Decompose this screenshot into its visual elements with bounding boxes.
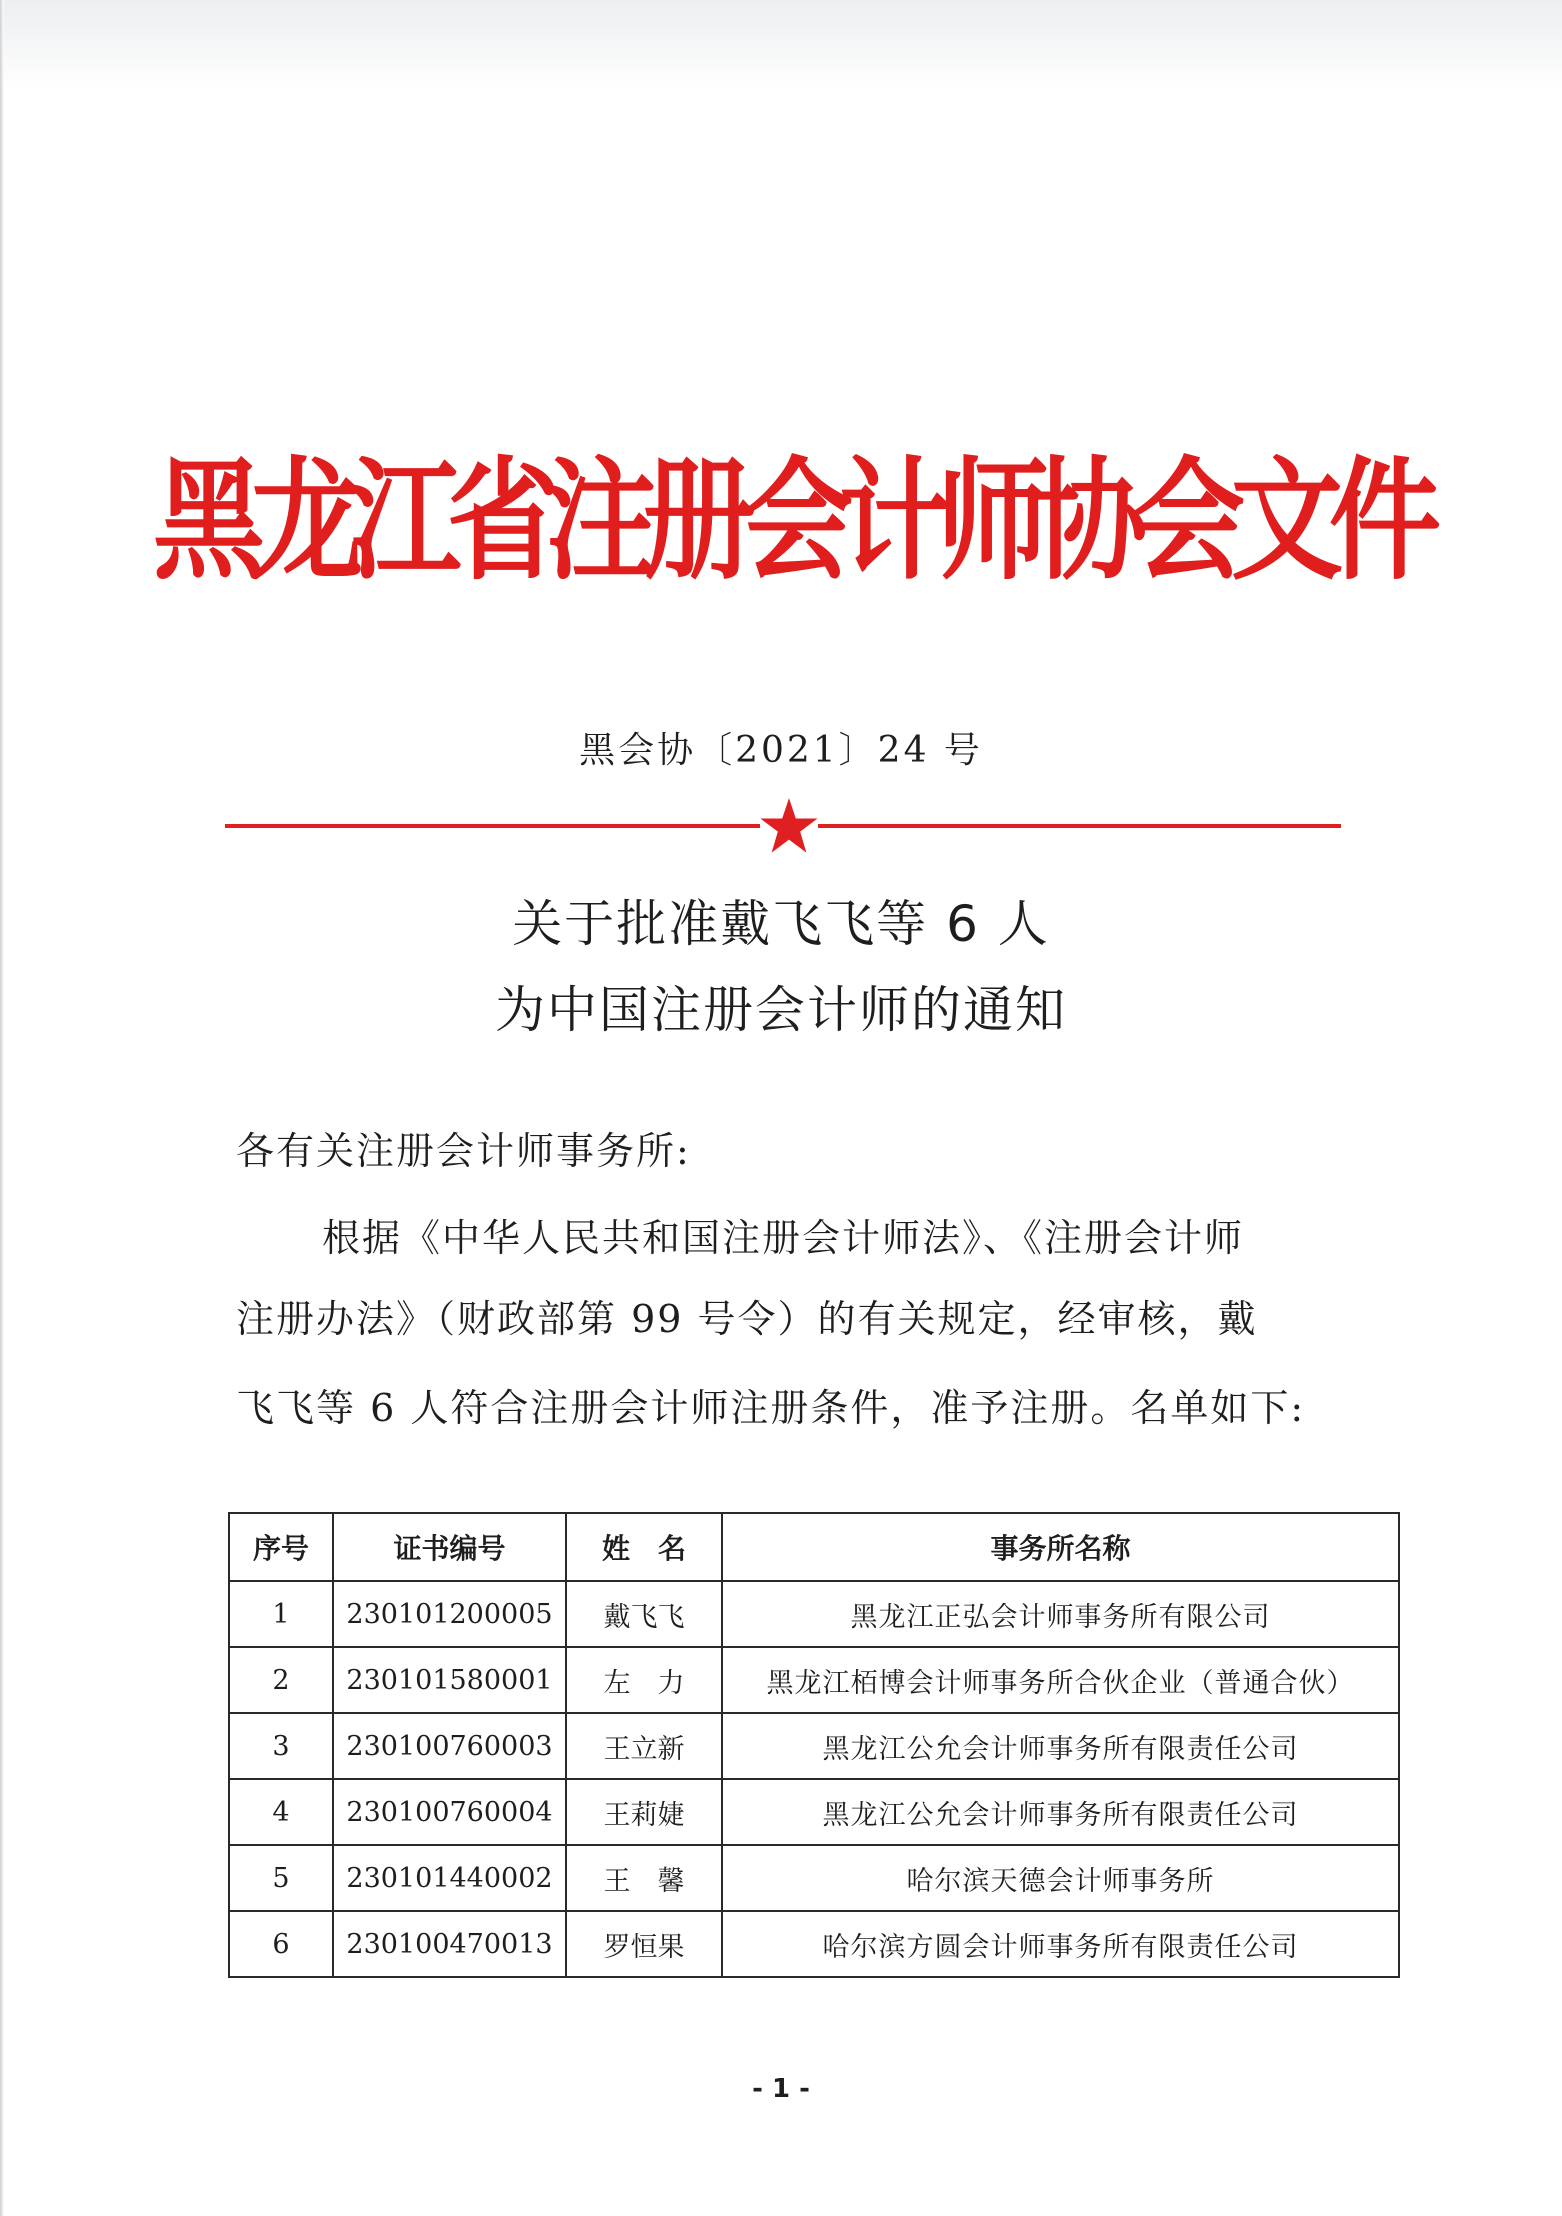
cell-firm-name: 黑龙江公允会计师事务所有限责任公司 <box>722 1779 1399 1845</box>
scan-edge <box>0 0 4 2216</box>
table-row <box>229 1845 1399 1911</box>
cell-firm-name: 黑龙江正弘会计师事务所有限公司 <box>722 1581 1399 1647</box>
cell-serial: 2 <box>229 1647 333 1713</box>
cell-certificate-number: 230100470013 <box>333 1911 566 1977</box>
red-star-icon <box>758 795 820 857</box>
document-number: 黑会协〔2021〕24 号 <box>579 730 983 771</box>
cell-name: 罗恒果 <box>566 1911 722 1977</box>
header-serial: 序号 <box>229 1513 333 1581</box>
cell-certificate-number: 230100760004 <box>333 1779 566 1845</box>
approved-accountants-table <box>228 1512 1400 1978</box>
scan-shadow <box>0 0 1562 90</box>
cell-name: 王立新 <box>566 1713 722 1779</box>
red-divider-left <box>225 824 760 828</box>
header-firm-name: 事务所名称 <box>722 1513 1399 1581</box>
cell-certificate-number: 230101200005 <box>333 1581 566 1647</box>
cell-serial: 6 <box>229 1911 333 1977</box>
table-header-row <box>229 1513 1399 1581</box>
cell-firm-name: 哈尔滨方圆会计师事务所有限责任公司 <box>722 1911 1399 1977</box>
table-row <box>229 1713 1399 1779</box>
notice-title-line-2: 为中国注册会计师的通知 <box>495 981 1067 1039</box>
cell-firm-name: 黑龙江公允会计师事务所有限责任公司 <box>722 1713 1399 1779</box>
salutation: 各有关注册会计师事务所: <box>236 1129 691 1173</box>
body-paragraph-line: 根据《中华人民共和国注册会计师法》、《注册会计师 <box>322 1216 1245 1260</box>
body-paragraph-line: 注册办法》（财政部第 99 号令）的有关规定，经审核，戴 <box>236 1297 1258 1341</box>
cell-serial: 4 <box>229 1779 333 1845</box>
cell-name: 戴飞飞 <box>566 1581 722 1647</box>
table-row <box>229 1779 1399 1845</box>
notice-title-line-1: 关于批准戴飞飞等 6 人 <box>512 895 1050 953</box>
cell-firm-name: 黑龙江栢博会计师事务所合伙企业（普通合伙） <box>722 1647 1399 1713</box>
cell-serial: 5 <box>229 1845 333 1911</box>
document-masthead: 黑龙江省注册会计师协会文件 <box>153 444 1427 598</box>
cell-certificate-number: 230100760003 <box>333 1713 566 1779</box>
cell-certificate-number: 230101580001 <box>333 1647 566 1713</box>
cell-certificate-number: 230101440002 <box>333 1845 566 1911</box>
cell-name: 左 力 <box>566 1647 722 1713</box>
cell-firm-name: 哈尔滨天德会计师事务所 <box>722 1845 1399 1911</box>
header-name: 姓 名 <box>566 1513 722 1581</box>
page-number: - 1 - <box>752 2074 810 2104</box>
body-paragraph-line: 飞飞等 6 人符合注册会计师注册条件，准予注册。名单如下: <box>236 1386 1306 1430</box>
cell-serial: 3 <box>229 1713 333 1779</box>
cell-serial: 1 <box>229 1581 333 1647</box>
table-row <box>229 1647 1399 1713</box>
header-certificate-number: 证书编号 <box>333 1513 566 1581</box>
table-row <box>229 1911 1399 1977</box>
red-divider-right <box>818 824 1341 828</box>
cell-name: 王 馨 <box>566 1845 722 1911</box>
cell-name: 王莉婕 <box>566 1779 722 1845</box>
table-row <box>229 1581 1399 1647</box>
